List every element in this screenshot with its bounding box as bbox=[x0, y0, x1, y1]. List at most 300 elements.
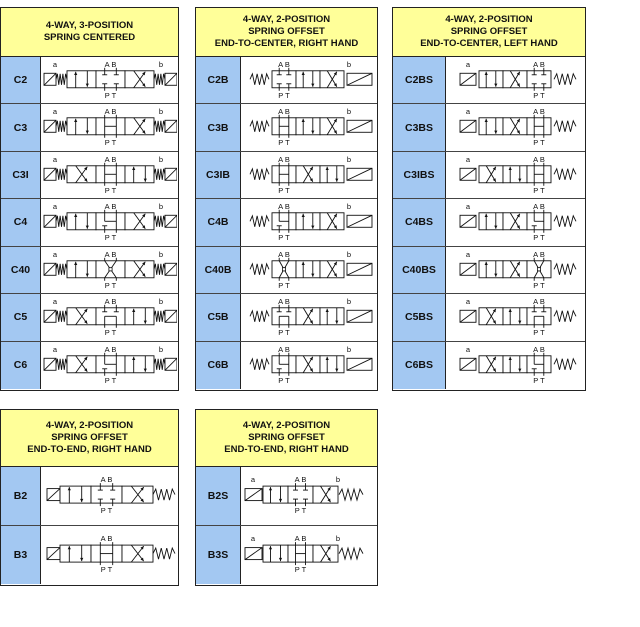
solenoid-label-b: b bbox=[346, 344, 352, 354]
spool-envelope-crossed-flow bbox=[479, 166, 503, 183]
spring-icon bbox=[56, 263, 67, 274]
valve-code: B3 bbox=[1, 526, 41, 585]
spool-envelope-crossed-flow bbox=[320, 118, 344, 135]
valve-symbol-graphic bbox=[241, 467, 376, 525]
valve-code: B3S bbox=[196, 526, 241, 585]
spring-icon bbox=[56, 74, 67, 85]
valve-symbol-graphic bbox=[41, 247, 177, 293]
spool-envelope-crossed-flow bbox=[125, 118, 154, 135]
table-row bbox=[196, 199, 377, 246]
spool-envelope-crossed-flow bbox=[503, 260, 527, 277]
solenoid-label-a: a bbox=[250, 475, 256, 485]
spool-envelope-open-center bbox=[91, 542, 122, 565]
spool-envelope-float-center bbox=[527, 352, 551, 375]
spool-envelope-restricted-center bbox=[272, 257, 296, 280]
solenoid-label-a: a bbox=[52, 344, 58, 354]
spool-envelope-crossed-flow bbox=[479, 355, 503, 372]
valve-table bbox=[195, 409, 378, 586]
table-row bbox=[1, 342, 178, 389]
solenoid-icon bbox=[47, 489, 60, 501]
spool-envelope-parallel-flow bbox=[263, 545, 288, 562]
valve-table bbox=[195, 7, 378, 391]
spool-envelope-parallel-flow bbox=[67, 260, 96, 277]
solenoid-icon bbox=[347, 358, 372, 370]
valve-symbol bbox=[241, 526, 377, 585]
solenoid-icon bbox=[44, 73, 56, 85]
solenoid-icon bbox=[165, 310, 177, 322]
solenoid-label-a: a bbox=[52, 107, 58, 117]
table-row bbox=[393, 152, 585, 199]
spool-envelope-parallel-flow bbox=[320, 355, 344, 372]
table-row bbox=[196, 467, 377, 526]
spool-envelope-parallel-flow bbox=[67, 118, 96, 135]
valve-code: C3 bbox=[1, 104, 41, 150]
valve-symbol-graphic bbox=[41, 467, 177, 525]
table-row bbox=[196, 104, 377, 151]
port-label-ab: A B bbox=[533, 107, 545, 117]
spool-envelope-parallel-flow bbox=[479, 260, 503, 277]
solenoid-icon bbox=[47, 547, 60, 559]
port-label-ab: A B bbox=[278, 107, 290, 117]
valve-symbol bbox=[41, 199, 178, 245]
valve-symbol bbox=[241, 247, 377, 293]
valve-symbol bbox=[41, 526, 178, 585]
port-label-ab: A B bbox=[533, 344, 545, 354]
port-label-ab: A B bbox=[533, 154, 545, 164]
valve-code: C40 bbox=[1, 247, 41, 293]
valve-symbol-graphic bbox=[446, 199, 584, 245]
port-label-pt: P T bbox=[278, 280, 290, 290]
port-label-pt: P T bbox=[533, 90, 545, 100]
spool-envelope-blocked-center bbox=[288, 483, 313, 506]
spool-envelope-parallel-flow bbox=[320, 166, 344, 183]
port-label-pt: P T bbox=[104, 138, 117, 148]
port-label-ab: A B bbox=[278, 296, 290, 306]
valve-table bbox=[0, 409, 179, 586]
valve-code: C40B bbox=[196, 247, 241, 293]
spool-envelope-crossed-flow bbox=[67, 308, 96, 325]
spool-envelope-tandem-center bbox=[272, 305, 296, 328]
table-row bbox=[1, 199, 178, 246]
port-label-pt: P T bbox=[278, 327, 290, 337]
table-header bbox=[1, 410, 178, 467]
spring-icon bbox=[154, 169, 165, 180]
valve-code: C2BS bbox=[393, 57, 446, 103]
spring-icon bbox=[554, 263, 576, 274]
spool-envelope-crossed-flow bbox=[122, 545, 153, 562]
valve-symbol bbox=[241, 104, 377, 150]
solenoid-icon bbox=[245, 547, 262, 559]
solenoid-icon bbox=[460, 310, 476, 322]
solenoid-icon bbox=[460, 168, 476, 180]
solenoid-icon bbox=[347, 168, 372, 180]
solenoid-icon bbox=[460, 73, 476, 85]
valve-symbol-graphic bbox=[241, 57, 376, 103]
solenoid-label-b: b bbox=[158, 59, 164, 69]
port-label-ab: A B bbox=[104, 296, 117, 306]
port-label-pt: P T bbox=[278, 375, 290, 385]
port-label-ab: A B bbox=[294, 475, 307, 485]
valve-symbol bbox=[446, 342, 585, 389]
spool-envelope-blocked-center bbox=[527, 68, 551, 91]
valve-symbol-graphic bbox=[241, 199, 376, 245]
spool-envelope-parallel-flow bbox=[503, 355, 527, 372]
table-title-line: END-TO-CENTER, LEFT HAND bbox=[420, 38, 558, 49]
solenoid-icon bbox=[460, 216, 476, 228]
table-row bbox=[1, 247, 178, 294]
solenoid-label-a: a bbox=[52, 59, 58, 69]
spring-icon bbox=[154, 358, 165, 369]
solenoid-icon bbox=[460, 263, 476, 275]
port-label-pt: P T bbox=[533, 280, 545, 290]
valve-code: C4BS bbox=[393, 199, 446, 245]
solenoid-icon bbox=[165, 358, 177, 370]
table-header bbox=[196, 8, 377, 57]
table-row bbox=[1, 57, 178, 104]
port-label-ab: A B bbox=[533, 296, 545, 306]
port-label-ab: A B bbox=[104, 344, 117, 354]
valve-symbol bbox=[241, 467, 377, 525]
solenoid-label-a: a bbox=[465, 296, 471, 306]
valve-symbol bbox=[241, 57, 377, 103]
solenoid-label-b: b bbox=[158, 154, 164, 164]
solenoid-icon bbox=[347, 310, 372, 322]
valve-symbol bbox=[241, 342, 377, 389]
spool-envelope-parallel-flow bbox=[60, 545, 91, 562]
port-label-pt: P T bbox=[100, 506, 113, 516]
table-title-line: 4-WAY, 2-POSITION bbox=[242, 14, 331, 25]
solenoid-label-b: b bbox=[158, 249, 164, 259]
port-label-ab: A B bbox=[278, 59, 290, 69]
spool-envelope-parallel-flow bbox=[125, 355, 154, 372]
spool-envelope-parallel-flow bbox=[296, 260, 320, 277]
solenoid-label-a: a bbox=[465, 154, 471, 164]
table-header bbox=[393, 8, 585, 57]
valve-symbol bbox=[446, 57, 585, 103]
port-label-pt: P T bbox=[278, 90, 290, 100]
table-row bbox=[196, 152, 377, 199]
spool-envelope-crossed-flow bbox=[67, 166, 96, 183]
port-label-ab: A B bbox=[104, 107, 117, 117]
solenoid-icon bbox=[44, 168, 56, 180]
solenoid-icon bbox=[347, 263, 372, 275]
spool-envelope-parallel-flow bbox=[263, 486, 288, 503]
valve-table bbox=[392, 7, 586, 391]
valve-symbol bbox=[41, 342, 178, 389]
valve-code: C5 bbox=[1, 294, 41, 340]
port-label-pt: P T bbox=[104, 375, 117, 385]
solenoid-label-a: a bbox=[465, 59, 471, 69]
spring-icon bbox=[554, 121, 576, 132]
valve-symbol-graphic bbox=[446, 104, 584, 150]
solenoid-icon bbox=[460, 358, 476, 370]
table-row bbox=[393, 199, 585, 246]
port-label-pt: P T bbox=[100, 564, 113, 574]
spool-envelope-parallel-flow bbox=[67, 71, 96, 88]
spring-icon bbox=[554, 74, 576, 85]
valve-symbol bbox=[41, 57, 178, 103]
valve-symbol-graphic bbox=[446, 342, 584, 388]
spring-icon bbox=[250, 169, 269, 180]
port-label-ab: A B bbox=[294, 533, 307, 543]
valve-symbol bbox=[446, 247, 585, 293]
port-label-ab: A B bbox=[278, 202, 290, 212]
port-label-ab: A B bbox=[104, 202, 117, 212]
valve-code: C3IBS bbox=[393, 152, 446, 198]
port-label-pt: P T bbox=[104, 233, 117, 243]
solenoid-label-a: a bbox=[465, 249, 471, 259]
spring-icon bbox=[154, 311, 165, 322]
valve-symbol-graphic bbox=[41, 342, 177, 388]
valve-symbol bbox=[446, 104, 585, 150]
valve-code: C6 bbox=[1, 342, 41, 389]
table-row bbox=[1, 104, 178, 151]
spool-envelope-open-center bbox=[288, 542, 313, 565]
spool-envelope-parallel-flow bbox=[125, 166, 154, 183]
spool-envelope-float-center bbox=[96, 210, 125, 233]
spool-envelope-open-center bbox=[96, 115, 125, 138]
spool-envelope-crossed-flow bbox=[313, 545, 338, 562]
solenoid-label-b: b bbox=[158, 296, 164, 306]
spool-envelope-parallel-flow bbox=[296, 213, 320, 230]
valve-symbol bbox=[446, 199, 585, 245]
solenoid-label-b: b bbox=[158, 107, 164, 117]
table-title-line: SPRING OFFSET bbox=[450, 26, 528, 37]
valve-symbol-graphic bbox=[446, 247, 584, 293]
valve-symbol bbox=[41, 247, 178, 293]
table-header bbox=[196, 410, 377, 467]
spring-icon bbox=[56, 169, 67, 180]
table-title-line: SPRING CENTERED bbox=[43, 32, 136, 43]
port-label-pt: P T bbox=[278, 138, 290, 148]
solenoid-icon bbox=[347, 216, 372, 228]
table-row bbox=[196, 342, 377, 389]
table-title-line: 4-WAY, 3-POSITION bbox=[45, 20, 134, 31]
spring-icon bbox=[250, 358, 269, 369]
valve-symbol-graphic bbox=[446, 57, 584, 103]
valve-symbol bbox=[241, 199, 377, 245]
spool-envelope-tandem-center bbox=[527, 305, 551, 328]
solenoid-label-a: a bbox=[52, 296, 58, 306]
spool-envelope-parallel-flow bbox=[503, 308, 527, 325]
solenoid-label-b: b bbox=[346, 249, 352, 259]
valve-code: C3IB bbox=[196, 152, 241, 198]
valve-code: C4 bbox=[1, 199, 41, 245]
port-label-pt: P T bbox=[104, 185, 117, 195]
solenoid-icon bbox=[165, 216, 177, 228]
port-label-ab: A B bbox=[104, 154, 117, 164]
valve-symbol-graphic bbox=[241, 342, 376, 388]
spring-icon bbox=[56, 121, 67, 132]
spool-envelope-crossed-flow bbox=[125, 71, 154, 88]
spring-icon bbox=[154, 216, 165, 227]
spool-envelope-open-center bbox=[272, 163, 296, 186]
valve-code: C3BS bbox=[393, 104, 446, 150]
spool-envelope-crossed-flow bbox=[125, 213, 154, 230]
solenoid-icon bbox=[44, 358, 56, 370]
spool-envelope-crossed-flow bbox=[503, 213, 527, 230]
spool-envelope-open-center bbox=[272, 115, 296, 138]
spring-icon bbox=[154, 74, 165, 85]
spool-envelope-restricted-center bbox=[527, 257, 551, 280]
solenoid-label-b: b bbox=[346, 296, 352, 306]
spring-icon bbox=[554, 311, 576, 322]
solenoid-label-a: a bbox=[250, 533, 256, 543]
table-row bbox=[196, 247, 377, 294]
spring-icon bbox=[250, 263, 269, 274]
table-row bbox=[196, 526, 377, 585]
spring-icon bbox=[56, 311, 67, 322]
valve-symbol bbox=[41, 104, 178, 150]
valve-code: C2 bbox=[1, 57, 41, 103]
port-label-pt: P T bbox=[104, 327, 117, 337]
solenoid-label-b: b bbox=[346, 202, 352, 212]
port-label-pt: P T bbox=[294, 564, 307, 574]
table-row bbox=[1, 152, 178, 199]
spring-icon bbox=[250, 216, 269, 227]
spool-envelope-parallel-flow bbox=[320, 308, 344, 325]
solenoid-icon bbox=[165, 168, 177, 180]
table-title-line: SPRING OFFSET bbox=[248, 432, 325, 443]
solenoid-label-b: b bbox=[346, 59, 352, 69]
port-label-ab: A B bbox=[278, 249, 290, 259]
spring-icon bbox=[554, 358, 576, 369]
solenoid-icon bbox=[44, 263, 56, 275]
solenoid-icon bbox=[347, 121, 372, 133]
valve-symbol bbox=[41, 152, 178, 198]
valve-table bbox=[0, 7, 179, 391]
valve-code: C4B bbox=[196, 199, 241, 245]
spool-envelope-float-center bbox=[272, 210, 296, 233]
valve-symbol-graphic bbox=[446, 152, 584, 198]
spool-envelope-restricted-center bbox=[96, 257, 125, 280]
table-row bbox=[393, 342, 585, 389]
spool-envelope-blocked-center bbox=[91, 483, 122, 506]
spool-envelope-open-center bbox=[96, 163, 125, 186]
table-row bbox=[393, 247, 585, 294]
solenoid-label-a: a bbox=[52, 249, 58, 259]
port-label-ab: A B bbox=[278, 344, 290, 354]
spool-envelope-crossed-flow bbox=[320, 213, 344, 230]
spool-envelope-crossed-flow bbox=[320, 260, 344, 277]
valve-symbol-graphic bbox=[41, 294, 177, 340]
port-label-pt: P T bbox=[294, 506, 307, 516]
spring-icon bbox=[554, 216, 576, 227]
spool-envelope-parallel-flow bbox=[60, 486, 91, 503]
spool-envelope-parallel-flow bbox=[479, 71, 503, 88]
table-row bbox=[1, 467, 178, 526]
spool-envelope-float-center bbox=[527, 210, 551, 233]
valve-symbol bbox=[446, 152, 585, 198]
port-label-ab: A B bbox=[533, 59, 545, 69]
spring-icon bbox=[339, 489, 363, 500]
solenoid-label-b: b bbox=[335, 475, 341, 485]
spring-icon bbox=[153, 489, 175, 500]
solenoid-icon bbox=[165, 73, 177, 85]
table-title-line: 4-WAY, 2-POSITION bbox=[45, 420, 134, 431]
spool-envelope-crossed-flow bbox=[125, 260, 154, 277]
spool-envelope-float-center bbox=[272, 352, 296, 375]
valve-symbol-graphic bbox=[41, 152, 177, 198]
port-label-pt: P T bbox=[533, 233, 545, 243]
spool-envelope-crossed-flow bbox=[313, 486, 338, 503]
solenoid-label-b: b bbox=[346, 107, 352, 117]
valve-symbol-graphic bbox=[41, 104, 177, 150]
valve-symbol-graphic bbox=[241, 526, 376, 584]
table-title-line: END-TO-END, RIGHT HAND bbox=[27, 444, 152, 455]
solenoid-icon bbox=[44, 310, 56, 322]
spool-envelope-open-center bbox=[527, 115, 551, 138]
spool-envelope-parallel-flow bbox=[479, 118, 503, 135]
spool-envelope-float-center bbox=[96, 352, 125, 375]
valve-code: C5BS bbox=[393, 294, 446, 340]
valve-symbol-graphic bbox=[241, 294, 376, 340]
table-header bbox=[1, 8, 178, 57]
spool-envelope-parallel-flow bbox=[503, 166, 527, 183]
valve-symbol-graphic bbox=[41, 199, 177, 245]
table-title-line: SPRING OFFSET bbox=[51, 432, 128, 443]
solenoid-icon bbox=[460, 121, 476, 133]
table-title-line: 4-WAY, 2-POSITION bbox=[242, 420, 331, 431]
solenoid-label-a: a bbox=[52, 202, 58, 212]
port-label-ab: A B bbox=[100, 533, 113, 543]
solenoid-label-b: b bbox=[158, 344, 164, 354]
valve-symbol-graphic bbox=[241, 104, 376, 150]
valve-code: C6BS bbox=[393, 342, 446, 389]
spool-envelope-parallel-flow bbox=[296, 71, 320, 88]
spool-envelope-crossed-flow bbox=[67, 355, 96, 372]
spool-envelope-parallel-flow bbox=[67, 213, 96, 230]
valve-symbol-graphic bbox=[41, 526, 177, 584]
table-row bbox=[393, 57, 585, 104]
valve-symbol bbox=[446, 294, 585, 340]
valve-symbol bbox=[241, 152, 377, 198]
valve-symbol bbox=[41, 294, 178, 340]
table-row bbox=[196, 294, 377, 341]
spool-envelope-parallel-flow bbox=[479, 213, 503, 230]
table-row bbox=[196, 57, 377, 104]
solenoid-label-b: b bbox=[335, 533, 341, 543]
valve-code: B2 bbox=[1, 467, 41, 525]
spring-icon bbox=[154, 121, 165, 132]
solenoid-icon bbox=[165, 121, 177, 133]
port-label-ab: A B bbox=[104, 249, 117, 259]
port-label-pt: P T bbox=[104, 280, 117, 290]
valve-symbol-graphic bbox=[446, 294, 584, 340]
port-label-pt: P T bbox=[533, 375, 545, 385]
spool-envelope-crossed-flow bbox=[479, 308, 503, 325]
spool-envelope-blocked-center bbox=[272, 68, 296, 91]
valve-code: C5B bbox=[196, 294, 241, 340]
spool-envelope-crossed-flow bbox=[296, 308, 320, 325]
table-row bbox=[1, 526, 178, 585]
solenoid-label-b: b bbox=[158, 202, 164, 212]
spool-envelope-open-center bbox=[527, 163, 551, 186]
table-row bbox=[393, 104, 585, 151]
port-label-ab: A B bbox=[533, 249, 545, 259]
table-title-line: SPRING OFFSET bbox=[248, 26, 325, 37]
solenoid-label-a: a bbox=[465, 344, 471, 354]
solenoid-label-a: a bbox=[52, 154, 58, 164]
port-label-pt: P T bbox=[533, 327, 545, 337]
spool-envelope-crossed-flow bbox=[122, 486, 153, 503]
spring-icon bbox=[250, 74, 269, 85]
solenoid-icon bbox=[44, 216, 56, 228]
solenoid-icon bbox=[44, 121, 56, 133]
table-row bbox=[393, 294, 585, 341]
valve-code: B2S bbox=[196, 467, 241, 525]
solenoid-label-b: b bbox=[346, 154, 352, 164]
